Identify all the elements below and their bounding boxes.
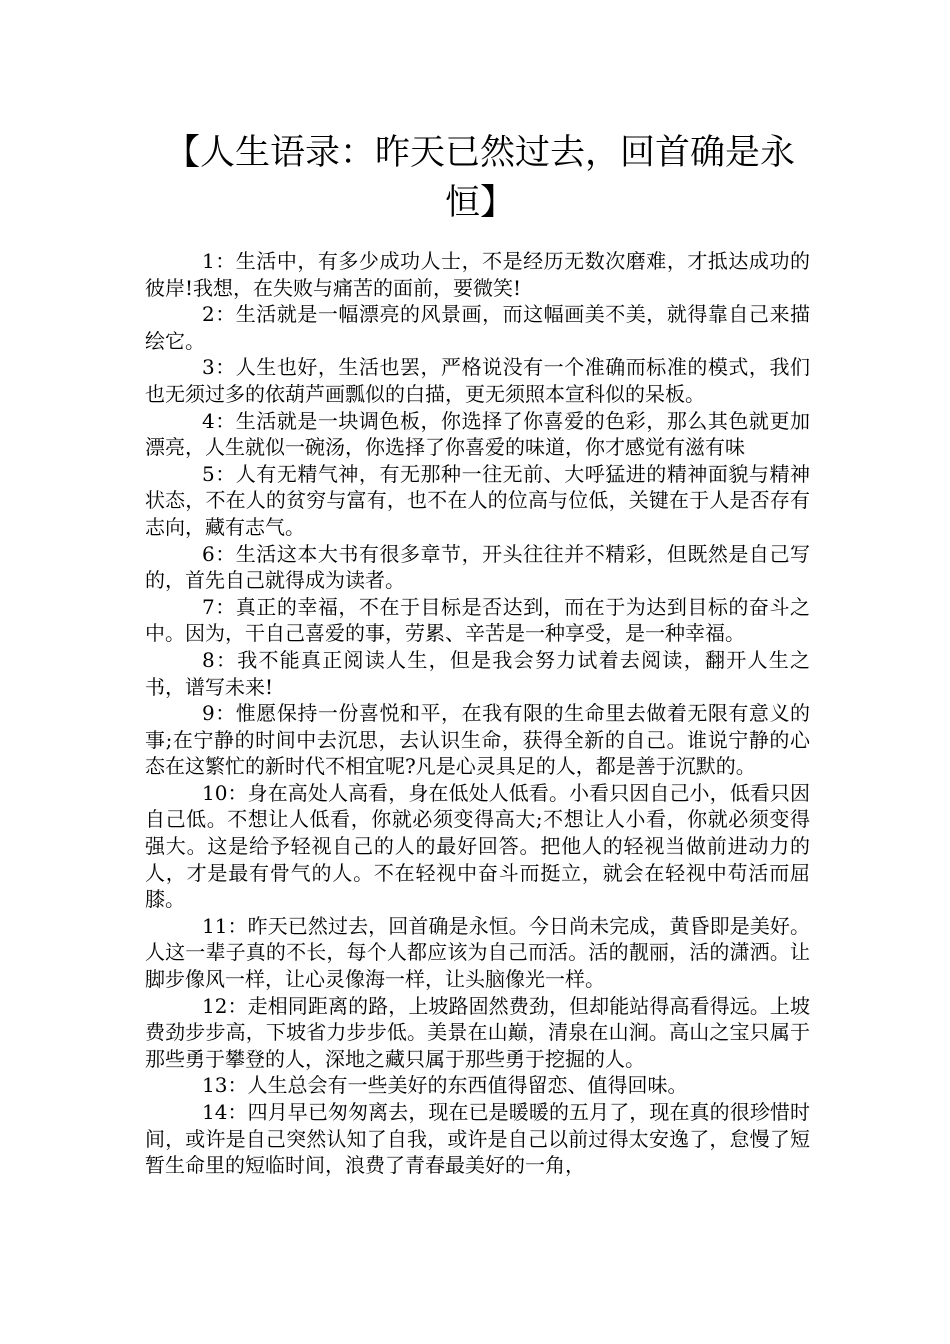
paragraph-1: 1：生活中，有多少成功人士，不是经历无数次磨难，才抵达成功的彼岸!我想，在失败与痛苦的面前，要微笑!	[145, 249, 810, 300]
document-title: 【人生语录：昨天已然过去，回首确是永恒】	[164, 133, 795, 223]
paragraph-7: 7：真正的幸福，不在于目标是否达到，而在于为达到目标的奋斗之中。因为，干自己喜爱的事，劳累、辛苦是一种享受，是一种幸福。	[145, 594, 810, 646]
paragraph-12: 12：走相同距离的路，上坡路固然费劲，但却能站得高看得远。上坡费劲步步高，下坡省力步步低。美景在山巅，清泉在山涧。高山之宝只属于那些勇于攀登的人，深地之藏只属于那些勇于挖掘的人。	[145, 993, 810, 1071]
document-body	[145, 248, 810, 1179]
paragraph-5: 5：人有无精气神，有无那种一往无前、大呼猛进的精神面貌与精神状态，不在人的贫穷与富有，也不在人的位高与位低，关键在于人是否存有志向，藏有志气。	[145, 461, 810, 539]
paragraph-3: 3：人生也好，生活也罢，严格说没有一个准确而标准的模式，我们也无须过多的依葫芦画瓢似的白描，更无须照本宣科似的呆板。	[145, 355, 810, 406]
paragraph-4: 4：生活就是一块调色板，你选择了你喜爱的色彩，那么其色就更加漂亮，人生就似一碗汤，你选择了你喜爱的味道，你才感觉有滋有味	[145, 408, 810, 460]
paragraph-11: 11：昨天已然过去，回首确是永恒。今日尚未完成，黄昏即是美好。人这一辈子真的不长，每个人都应该为自己而活。活的靓丽，活的潇洒。让脚步像风一样，让心灵像海一样，让头脑像光一样。	[145, 913, 810, 992]
paragraph-2: 2：生活就是一幅漂亮的风景画，而这幅画美不美，就得靠自己来描绘它。	[145, 302, 810, 353]
paragraph-10: 10：身在高处人高看，身在低处人低看。小看只因自己小，低看只因自己低。不想让人低看，你就必须变得高大;不想让人小看，你就必须变得强大。这是给予轻视自己的人的最好回答。把他人的轻视当做前进动力的人，才是最有骨气的人。不在轻视中奋斗而挺立，就会在轻视中苟活而屈膝。	[145, 780, 810, 912]
paragraph-13: 13：人生总会有一些美好的东西值得留恋、值得回味。	[202, 1073, 688, 1098]
paragraph-6: 6：生活这本大书有很多章节，开头往往并不精彩，但既然是自己写的，首先自己就得成为读者。	[145, 541, 810, 593]
paragraph-14: 14：四月早已匆匆离去，现在已是暖暖的五月了，现在真的很珍惜时间，或许是自己突然认知了自我，或许是自己以前过得太安逸了，怠慢了短暂生命里的短临时间，浪费了青春最美好的一角，	[145, 1100, 810, 1178]
paragraph-8: 8：我不能真正阅读人生，但是我会努力试着去阅读，翻开人生之书，谱写未来!	[145, 647, 810, 699]
paragraph-9: 9：惟愿保持一份喜悦和平，在我有限的生命里去做着无限有意义的事;在宁静的时间中去沉思，去认识生命，获得全新的自己。谁说宁静的心态在这繁忙的新时代不相宜呢?凡是心灵具足的人，都是善于沉默的。	[145, 701, 810, 779]
